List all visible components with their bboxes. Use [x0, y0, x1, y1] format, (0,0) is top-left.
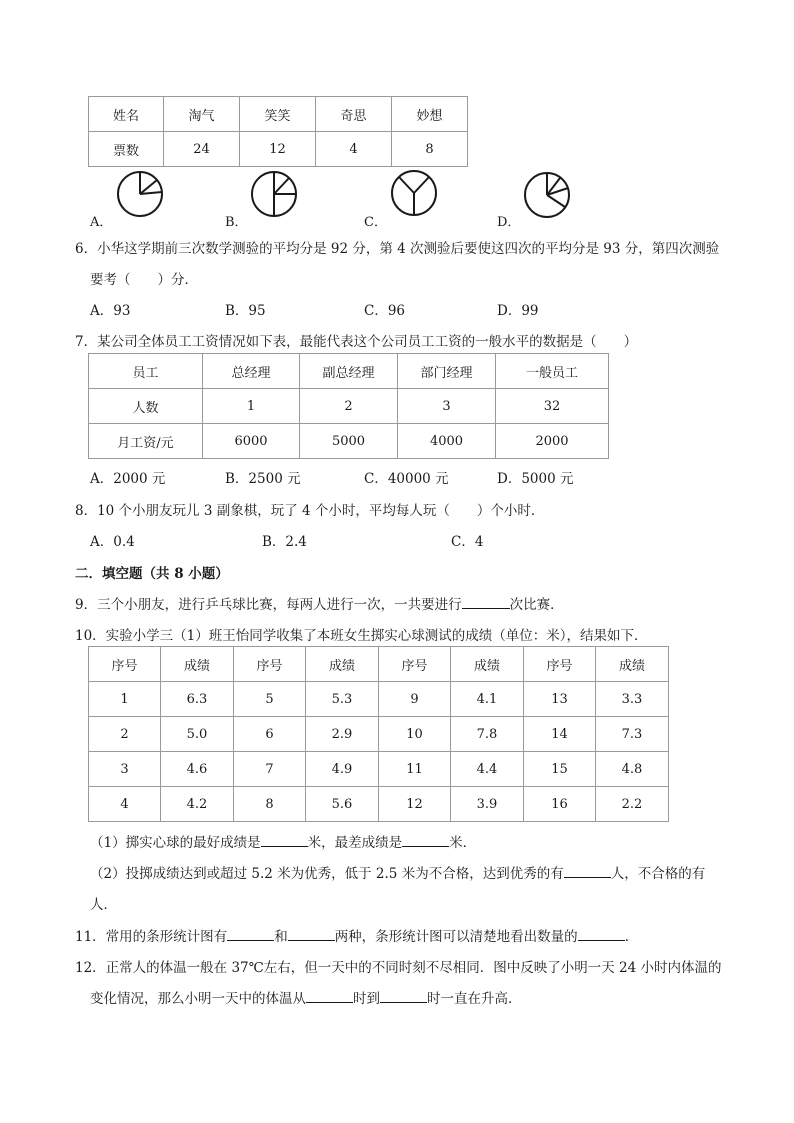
- table-cell: 1: [89, 682, 161, 717]
- table-cell: 24: [164, 132, 240, 167]
- q10-sub2: [90, 862, 705, 882]
- q8-option-c[interactable]: C．4: [451, 534, 484, 550]
- q5-option-d[interactable]: D．: [497, 215, 521, 230]
- vote-table: [88, 96, 468, 167]
- q6-question-line1: 6．小华这学期前三次数学测验的平均分是 92 分，第 4 次测验后要使这四次的平均分是 93 分，第四次测验: [75, 241, 720, 257]
- table-row: [89, 752, 669, 787]
- table-cell: 32: [496, 389, 609, 424]
- pie-chart-a: [116, 169, 164, 219]
- q11-text-c: 两种，条形统计图可以清楚地看出数量的: [334, 929, 578, 945]
- table-cell: 2.2: [596, 787, 669, 822]
- table-cell: 4.1: [451, 682, 524, 717]
- q11-text-a: 11．常用的条形统计图有: [75, 929, 228, 945]
- table-row: [89, 787, 669, 822]
- table-cell: 3.3: [596, 682, 669, 717]
- table-row: [89, 682, 669, 717]
- table-cell: 5.0: [161, 717, 234, 752]
- table-row: [89, 647, 669, 682]
- q5-option-b[interactable]: B．: [225, 215, 248, 230]
- table-cell: 12: [379, 787, 451, 822]
- table-cell: 序号: [234, 647, 306, 682]
- q6-option-b[interactable]: B．95: [225, 303, 266, 319]
- q12-question-line1: 12．正常人的体温一般在 37℃左右，但一天中的不同时刻不尽相同．图中反映了小明一天 24 小时内体温的: [75, 960, 722, 976]
- q10-sub1-text-b: 米，最差成绩是: [307, 835, 403, 851]
- table-cell: 6.3: [161, 682, 234, 717]
- table-cell: 序号: [524, 647, 596, 682]
- table-row: [89, 717, 669, 752]
- table-cell: 3: [89, 752, 161, 787]
- q5-option-c[interactable]: C．: [364, 215, 387, 230]
- table-cell: 2000: [496, 424, 609, 459]
- q12-blank-to[interactable]: [380, 988, 427, 1003]
- table-cell: 姓名: [89, 97, 164, 132]
- table-row: [89, 354, 609, 389]
- table-cell: 7.8: [451, 717, 524, 752]
- table-cell: 7: [234, 752, 306, 787]
- table-cell: 一般员工: [496, 354, 609, 389]
- table-cell: 15: [524, 752, 596, 787]
- q11-blank-2[interactable]: [288, 926, 335, 941]
- q10-best-blank[interactable]: [261, 832, 308, 847]
- q7-option-d[interactable]: D．5000 元: [497, 471, 574, 487]
- q11-text-d: ．: [624, 929, 639, 945]
- q12-text-c: 时一直在升高．: [427, 991, 522, 1007]
- table-cell: 部门经理: [398, 354, 496, 389]
- table-cell: 4.4: [451, 752, 524, 787]
- table-cell: 5.3: [306, 682, 379, 717]
- q10-sub2-text-a: （2）投掷成绩达到或超过 5.2 米为优秀，低于 2.5 米为不合格，达到优秀的有: [90, 866, 564, 882]
- table-cell: 序号: [379, 647, 451, 682]
- table-cell: 员工: [89, 354, 203, 389]
- section-heading: 二．填空题（共 8 小题）: [75, 566, 229, 582]
- table-cell: 4000: [398, 424, 496, 459]
- q12-blank-from[interactable]: [306, 988, 353, 1003]
- q7-question: 7．某公司全体员工工资情况如下表，最能代表这个公司员工工资的一般水平的数据是（ ）: [75, 334, 638, 350]
- q11-blank-3[interactable]: [578, 926, 625, 941]
- q12-question-line2: [90, 987, 522, 1007]
- table-cell: 3: [398, 389, 496, 424]
- table-cell: 4: [316, 132, 392, 167]
- q12-text-a: 变化情况，那么小明一天中的体温从: [90, 991, 306, 1007]
- q6-option-d[interactable]: D．99: [497, 303, 539, 319]
- table-cell: 11: [379, 752, 451, 787]
- q10-excellent-blank[interactable]: [564, 863, 611, 878]
- q7-option-a[interactable]: A．2000 元: [90, 471, 166, 487]
- table-cell: 8: [392, 132, 468, 167]
- pie-chart-d: [523, 170, 571, 220]
- table-cell: 副总经理: [300, 354, 398, 389]
- table-cell: 4.9: [306, 752, 379, 787]
- q10-sub1: [90, 831, 476, 851]
- table-cell: 月工资/元: [89, 424, 203, 459]
- q9-answer-blank[interactable]: [462, 594, 510, 609]
- table-cell: 淘气: [164, 97, 240, 132]
- table-cell: 8: [234, 787, 306, 822]
- q10-question: 10．实验小学三（1）班王怡同学收集了本班女生掷实心球测试的成绩（单位：米），结果如下．: [75, 628, 648, 644]
- table-cell: 成绩: [306, 647, 379, 682]
- table-cell: 笑笑: [240, 97, 316, 132]
- pie-chart-b: [250, 169, 298, 219]
- salary-table: [88, 353, 609, 459]
- q9-question: [75, 593, 564, 613]
- q10-sub1-text-c: 米．: [449, 835, 477, 851]
- table-cell: 序号: [89, 647, 161, 682]
- table-cell: 妙想: [392, 97, 468, 132]
- q8-option-a[interactable]: A．0.4: [90, 534, 135, 550]
- table-cell: 2: [300, 389, 398, 424]
- table-cell: 4.6: [161, 752, 234, 787]
- table-cell: 奇思: [316, 97, 392, 132]
- table-cell: 1: [203, 389, 300, 424]
- q10-sub2-text-b: 人，不合格的有: [610, 866, 706, 882]
- table-cell: 12: [240, 132, 316, 167]
- table-cell: 成绩: [451, 647, 524, 682]
- table-cell: 5: [234, 682, 306, 717]
- q6-option-a[interactable]: A．93: [90, 303, 131, 319]
- table-cell: 3.9: [451, 787, 524, 822]
- table-cell: 成绩: [596, 647, 669, 682]
- q10-sub1-text-a: （1）掷实心球的最好成绩是: [90, 835, 261, 851]
- table-cell: 4.2: [161, 787, 234, 822]
- q11-text-b: 和: [274, 929, 288, 945]
- table-cell: 7.3: [596, 717, 669, 752]
- q7-option-c[interactable]: C．40000 元: [364, 471, 449, 487]
- table-cell: 成绩: [161, 647, 234, 682]
- table-row: [89, 389, 609, 424]
- table-cell: 14: [524, 717, 596, 752]
- q11-question: [75, 925, 638, 945]
- table-cell: 总经理: [203, 354, 300, 389]
- q6-option-c[interactable]: C．96: [364, 303, 406, 319]
- q7-option-b[interactable]: B．2500 元: [225, 471, 301, 487]
- q10-sub2-cont: [90, 893, 117, 913]
- table-cell: 4: [89, 787, 161, 822]
- table-cell: 5.6: [306, 787, 379, 822]
- table-cell: 13: [524, 682, 596, 717]
- table-cell: 人数: [89, 389, 203, 424]
- table-cell: 5000: [300, 424, 398, 459]
- table-row: [89, 132, 468, 167]
- q11-blank-1[interactable]: [227, 926, 274, 941]
- table-row: [89, 97, 468, 132]
- shot-put-table: [88, 646, 669, 822]
- q8-question: 8．10 个小朋友玩儿 3 副象棋，玩了 4 个小时，平均每人玩（ ）个小时．: [75, 503, 545, 519]
- q10-worst-blank[interactable]: [402, 832, 449, 847]
- table-cell: 4.8: [596, 752, 669, 787]
- table-cell: 9: [379, 682, 451, 717]
- q9-text-a: 9．三个小朋友，进行乒乓球比赛，每两人进行一次，一共要进行: [75, 597, 462, 613]
- table-cell: 票数: [89, 132, 164, 167]
- table-cell: 2.9: [306, 717, 379, 752]
- q8-option-b[interactable]: B．2.4: [262, 534, 307, 550]
- q12-text-b: 时到: [353, 991, 380, 1007]
- q9-text-b: 次比赛．: [509, 597, 564, 613]
- q6-question-line2: 要考（ ）分．: [90, 272, 198, 288]
- table-cell: 16: [524, 787, 596, 822]
- table-cell: 10: [379, 717, 451, 752]
- q5-option-a[interactable]: A．: [90, 215, 113, 230]
- table-cell: 6000: [203, 424, 300, 459]
- table-cell: 6: [234, 717, 306, 752]
- table-row: [89, 424, 609, 459]
- pie-chart-c: [390, 168, 438, 218]
- q10-sub2-text-c: 人．: [90, 897, 117, 913]
- table-cell: 2: [89, 717, 161, 752]
